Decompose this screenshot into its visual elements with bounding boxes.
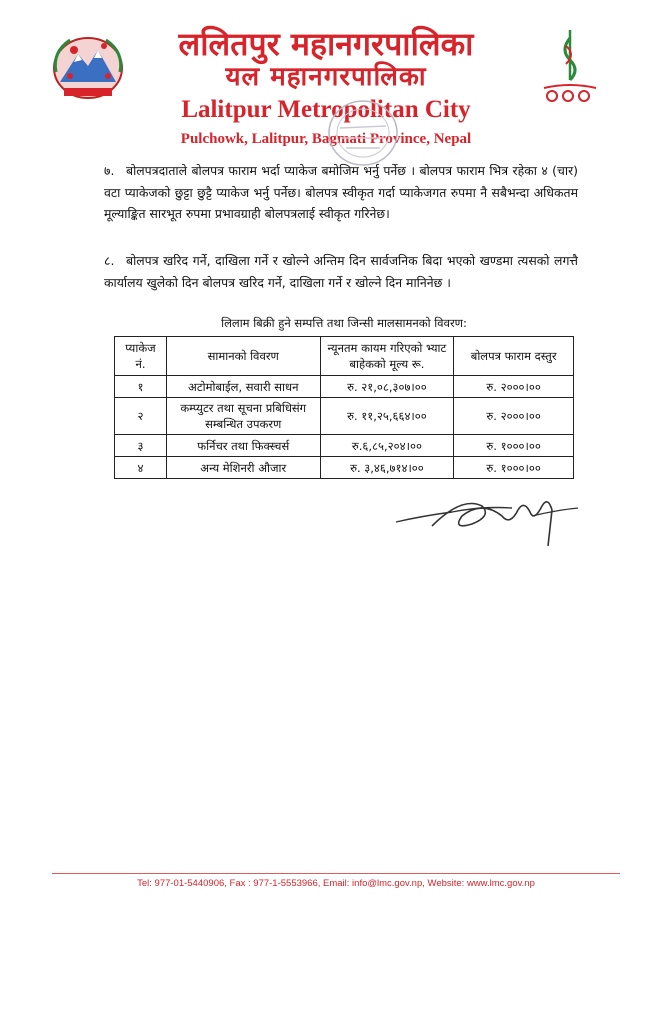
- office-title-newari: यल महानगरपालिका: [225, 62, 427, 92]
- footer-divider: [52, 873, 620, 874]
- cell-package-no: १: [115, 376, 167, 398]
- table-header-row: [115, 337, 574, 376]
- cell-description: फर्निचर तथा फिक्स्चर्स: [166, 435, 320, 457]
- cell-description: अटोमोबाईल, सवारी साधन: [166, 376, 320, 398]
- table-row: [115, 435, 574, 457]
- paragraph-8: [104, 250, 578, 293]
- cell-package-no: ४: [115, 457, 167, 479]
- footer-contact: Tel: 977-01-5440906, Fax : 977-1-5553966, Email: info@lmc.gov.np, Website: www.lmc.gov.np: [137, 878, 535, 889]
- cell-description: अन्य मेशिनरी औजार: [166, 457, 320, 479]
- cell-min-value: रु. २१,०८,३०७।००: [320, 376, 454, 398]
- office-title-english: Lalitpur Metropolitan City: [181, 96, 471, 123]
- cell-package-no: २: [115, 398, 167, 435]
- table-row: [115, 376, 574, 398]
- cell-min-value: रु. ३,४६,७१४।००: [320, 457, 454, 479]
- paragraph-8-text: बोलपत्र खरिद गर्ने, दाखिला गर्ने र खोल्ने अन्तिम दिन सार्वजनिक बिदा भएको खण्डमा त्यसको लगत्तै कार्यालय खुलेको दिन बोलपत्र खरिद गर्ने, दाखिला गर्ने र खोल्ने दिन मानिनेछ ।: [104, 253, 578, 290]
- table-row: [115, 457, 574, 479]
- header-form-fee: बोलपत्र फाराम दस्तुर: [454, 337, 574, 376]
- cell-min-value: रु. ११,२५,६६४।००: [320, 398, 454, 435]
- cell-form-fee: रु. २०००।००: [454, 398, 574, 435]
- header-package-no: प्याकेज नं.: [115, 337, 167, 376]
- cell-min-value: रु.६,८५,२०४।००: [320, 435, 454, 457]
- cell-description: कम्प्युटर तथा सूचना प्रबिधिसंग सम्बन्धित उपकरण: [166, 398, 320, 435]
- signature: [392, 486, 580, 548]
- cell-form-fee: रु. १०००।००: [454, 435, 574, 457]
- paragraph-7: [104, 160, 578, 225]
- cell-form-fee: रु. २०००।००: [454, 376, 574, 398]
- lmc-logo-icon: [540, 28, 600, 106]
- table-title: लिलाम बिक्री हुने सम्पत्ति तथा जिन्सी मालसामनको विवरण:: [221, 316, 467, 330]
- cell-package-no: ३: [115, 435, 167, 457]
- office-address: Pulchowk, Lalitpur, Bagmati Province, Nepal: [180, 131, 472, 147]
- office-stamp: [326, 98, 400, 168]
- paragraph-7-number: ७.: [104, 163, 115, 178]
- table-row: [115, 398, 574, 435]
- header-min-value: न्यूनतम कायम गरिएको भ्याट बाहेकको मूल्य रू.: [320, 337, 454, 376]
- header-description: सामानको विवरण: [166, 337, 320, 376]
- cell-form-fee: रु. १०००।००: [454, 457, 574, 479]
- nepal-emblem-icon: [50, 32, 126, 102]
- paragraph-7-text: बोलपत्रदाताले बोलपत्र फाराम भर्दा प्याकेज बमोजिम भर्नु पर्नेछ । बोलपत्र फाराम भित्र रहेका ४ (चार) वटा प्याकेजको छुट्टा छुट्टै प्याकेज भर्नु पर्नेछ। बोलपत्र स्वीकृत गर्दा प्याकेजगत रुपमा नै सबैभन्दा अधिकतम मूल्याङ्कित सारभूत रुपमा प्रभावग्राही बोलपत्रलाई स्वीकृत गरिनेछ।: [104, 163, 578, 221]
- auction-items-table: [114, 336, 574, 479]
- paragraph-8-number: ८.: [104, 253, 115, 268]
- office-title-nepali: ललितपुर महानगरपालिका: [178, 25, 474, 63]
